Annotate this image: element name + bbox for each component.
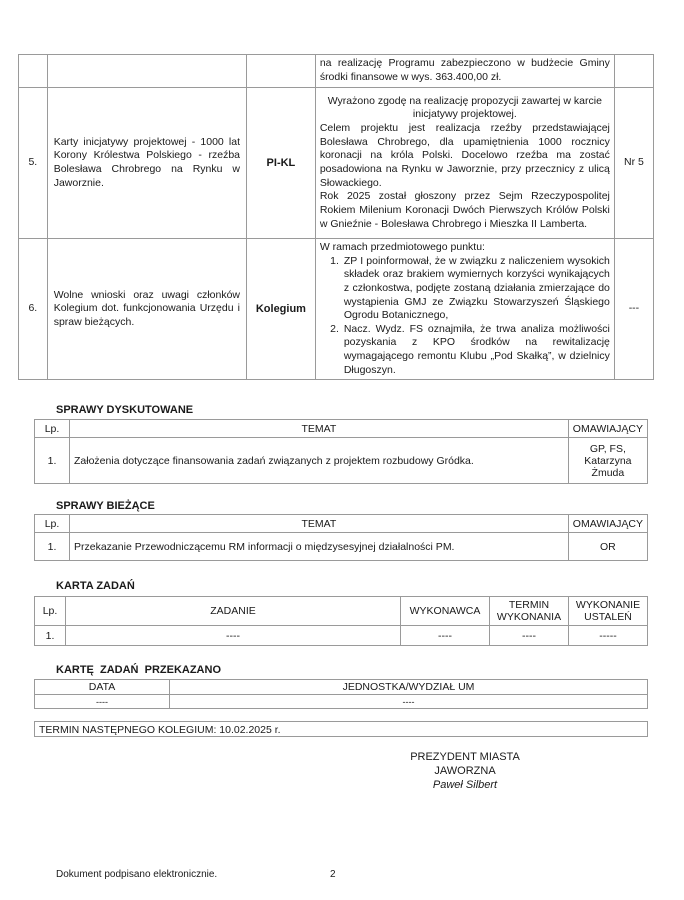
column-header — [490, 597, 569, 626]
row-topic: Karty inicjatywy projektowej - 1000 lat Korony Królestwa Polskiego - rzeźba Bolesława Chrobrego na Rynku w Jaworznie. — [47, 88, 246, 239]
column-header: OMAWIAJĄCY — [568, 515, 647, 533]
kolegium-items-table — [18, 54, 654, 380]
row-description — [315, 88, 614, 239]
header-line: USTALEŃ — [584, 611, 632, 623]
table-cell — [614, 55, 653, 88]
table-cell — [47, 55, 246, 88]
task-card-table — [34, 596, 648, 646]
column-header: TEMAT — [70, 420, 569, 438]
column-header: WYKONAWCA — [401, 597, 490, 626]
task-card-handover-table — [34, 679, 648, 709]
row-task: ---- — [66, 626, 401, 646]
table-row — [35, 626, 648, 646]
table-row — [19, 55, 654, 88]
presenter-line: Katarzyna — [584, 454, 632, 467]
table-row — [35, 695, 648, 709]
section-title: KARTA ZADAŃ — [56, 580, 135, 592]
row-reference: Nr 5 — [614, 88, 653, 239]
column-header: Lp. — [35, 420, 70, 438]
table-cell — [247, 55, 316, 88]
row-topic: Przekazanie Przewodniczącemu RM informacji o międzysesyjnej działalności PM. — [70, 533, 569, 561]
row-code: PI-KL — [247, 88, 316, 239]
row-presenter: OR — [568, 533, 647, 561]
row-number: 1. — [35, 438, 70, 484]
table-header-row — [35, 597, 648, 626]
table-header-row — [35, 680, 648, 695]
presenter-line: Żmuda — [591, 466, 625, 479]
column-header: Lp. — [35, 597, 66, 626]
row-topic: Wolne wnioski oraz uwagi członków Kolegium dot. funkcjonowania Urzędu i spraw bieżących. — [47, 239, 246, 380]
continuation-text: na realizację Programu zabezpieczono w budżecie Gminy środki finansowe w wys. 363.400,00 zł. — [315, 55, 614, 88]
column-header: DATA — [35, 680, 170, 695]
row-number: 1. — [35, 533, 70, 561]
description-paragraph: Wyrażono zgodę na realizację propozycji zawartej w karcie inicjatywy projektowej. — [327, 94, 602, 121]
table-row — [19, 239, 654, 380]
header-line: WYKONANIE — [575, 599, 641, 611]
row-deadline: ---- — [490, 626, 569, 646]
row-reference: --- — [614, 239, 653, 380]
signature-block — [380, 751, 550, 792]
description-paragraph: Celem projektu jest realizacja rzeźby przedstawiającej Bolesława Chrobrego, dla upamiętnienia 1000 rocznicy koronacji na króla Polski. Docelowo rzeźba ma zostać posadowiona na Rynku w Jaworznie, przy przecznicy z ulicą Słowackiego. — [319, 122, 610, 189]
header-line: TERMIN — [508, 599, 550, 611]
table-header-row — [35, 420, 648, 438]
table-row — [19, 88, 654, 239]
current-matters-table — [34, 514, 648, 561]
row-executor: ---- — [401, 626, 490, 646]
column-header: OMAWIAJĄCY — [568, 420, 647, 438]
section-title: SPRAWY DYSKUTOWANE — [56, 404, 194, 416]
discussed-matters-table — [34, 419, 648, 484]
row-unit: ---- — [170, 695, 648, 709]
header-line: WYKONANIA — [496, 611, 562, 623]
table-row — [35, 438, 648, 484]
presenter-line: GP, FS, — [589, 442, 626, 455]
list-item: 1. ZP I poinformował, że w związku z naliczeniem wysokich składek oraz brakiem wymiernych korzyści wynikających z członkostwa, podjęte zostaną działania zmierzające do wystąpienia GMJ ze Związku Stowarzyszeń Śląskiego Ogrodu Botanicznego, — [342, 255, 610, 323]
description-intro: W ramach przedmiotowego punktu: — [319, 241, 485, 253]
row-code: Kolegium — [247, 239, 316, 380]
signature-city: JAWORZNA — [434, 764, 496, 777]
row-topic: Założenia dotyczące finansowania zadań związanych z projektem rozbudowy Gródka. — [70, 438, 569, 484]
row-description — [315, 239, 614, 380]
section-title: KARTĘ ZADAŃ PRZEKAZANO — [56, 664, 221, 676]
table-row — [35, 533, 648, 561]
description-paragraph: Rok 2025 został głoszony przez Sejm Rzeczypospolitej Rokiem Milenium Koronacji Dwóch Pierwszych Królów Polski w Gnieźnie - Bolesława Chrobrego i Mieszka II Lamberta. — [319, 190, 610, 230]
signature-name: Paweł Silbert — [432, 778, 498, 791]
row-number: 1. — [35, 626, 66, 646]
column-header — [569, 597, 648, 626]
table-header-row — [35, 515, 648, 533]
signature-title: PREZYDENT MIASTA — [410, 751, 520, 763]
list-item: 2. Nacz. Wydz. FS oznajmiła, że trwa analiza możliwości pozyskania z KPO środków na rewitalizację wymagającego remontu Klubu „Pod Skałką”, w dzielnicy Długoszyn. — [342, 323, 610, 378]
column-header: TEMAT — [70, 515, 569, 533]
row-completion: ----- — [569, 626, 648, 646]
next-meeting-date: TERMIN NASTĘPNEGO KOLEGIUM: 10.02.2025 r. — [34, 721, 648, 737]
description-list — [320, 255, 610, 378]
row-date: ---- — [35, 695, 170, 709]
section-title: SPRAWY BIEŻĄCE — [56, 500, 155, 512]
row-number: 6. — [19, 239, 48, 380]
page-number: 2 — [330, 869, 336, 880]
footer-note: Dokument podpisano elektronicznie. — [56, 869, 218, 880]
row-number: 5. — [19, 88, 48, 239]
column-header: Lp. — [35, 515, 70, 533]
column-header: ZADANIE — [66, 597, 401, 626]
row-presenter — [568, 438, 647, 484]
column-header: JEDNOSTKA/WYDZIAŁ UM — [170, 680, 648, 695]
table-cell — [19, 55, 48, 88]
